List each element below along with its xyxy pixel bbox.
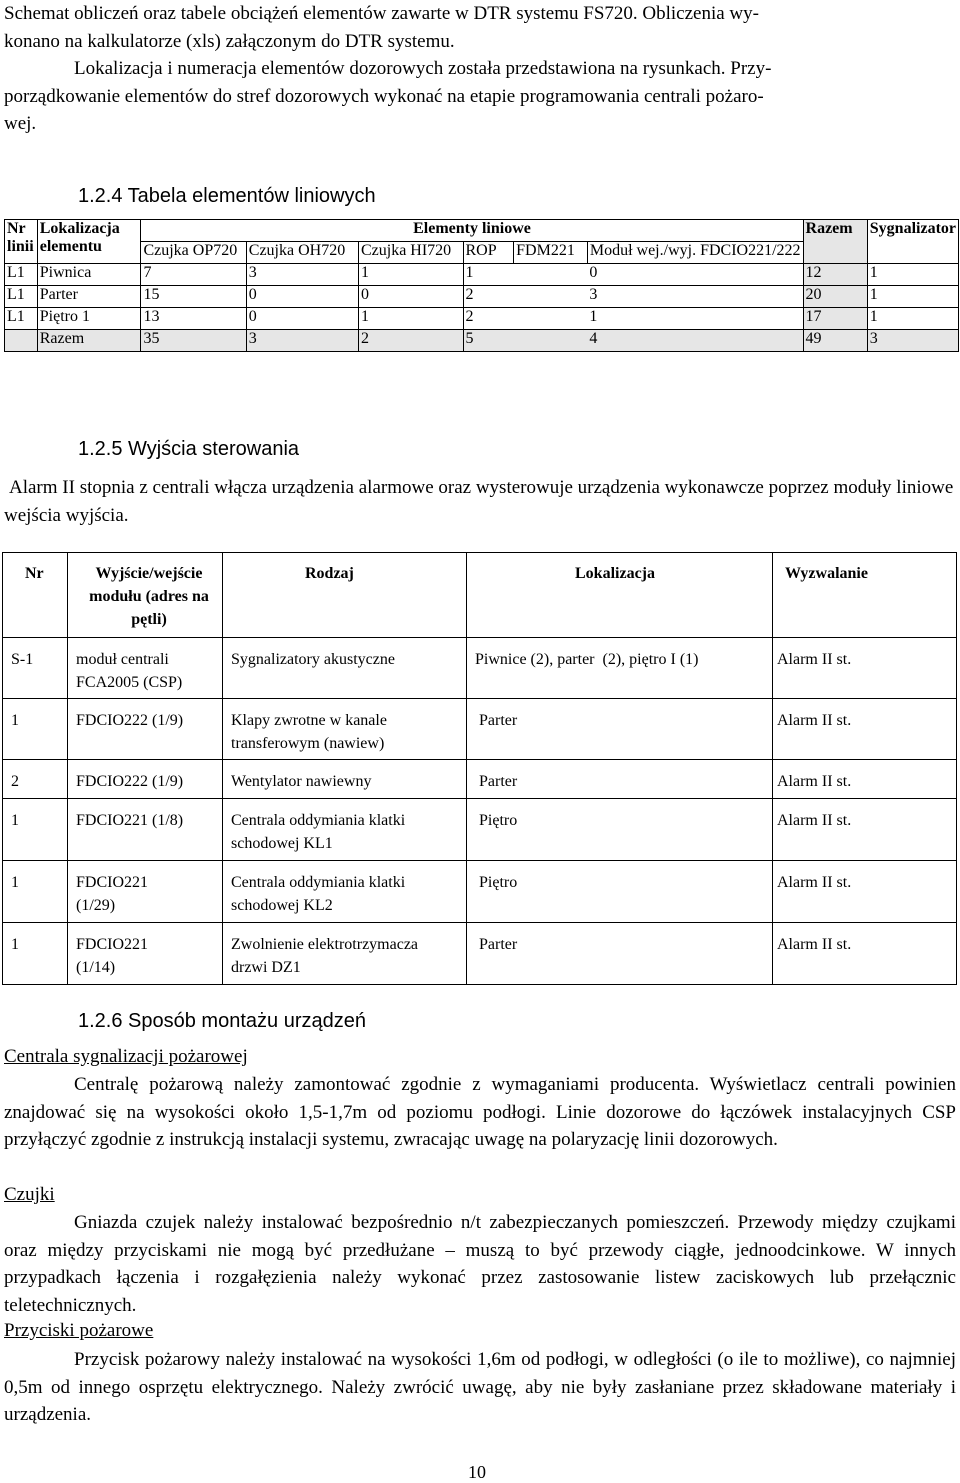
fire-panel-text: Centralę pożarową należy zamontować zgodnie z wymaganiami producenta. Wyświetlacz centrali powinien znajdować się na wysokości około 1,5-1,7m od poziomu podłogi. Linie dozorowe do łączówek instalacyjnych CSP przyłączyć zgodnie z instrukcją instalacji systemu, zwracając uwagę na polaryzację linii dozorowych. bbox=[4, 1074, 956, 1150]
table-row: 1 FDCIO221 (1/14) Zwolnienie elektrotrzymacza drzwi DZ1 Parter Alarm II st. bbox=[3, 923, 957, 985]
page-number: 10 bbox=[468, 1462, 486, 1482]
detectors-text: Gniazda czujek należy instalować bezpośrednio n/t zabezpieczanych pomieszczeń. Przewody między czujkami oraz między przyciskami nie mogą być przedłużane – muszą to być przewody ciągłe, jednoodcinkowe. W innych przypadkach łączenia i rozgałęzienia należy wykonać przez zastosowanie listew zaciskowych lub przełącznic teletechnicznych. bbox=[4, 1212, 956, 1316]
header-line-nr: Nr linii bbox=[5, 220, 38, 264]
table-row: S-1 moduł centrali FCA2005 (CSP) Sygnalizatory akustyczne Piwnice (2), parter (2), piętro I (1) Alarm II st. bbox=[3, 638, 957, 699]
section-title-control-outputs: 1.2.5 Wyjścia sterowania bbox=[78, 438, 300, 460]
table-row: 1 FDCIO221 (1/29) Centrala oddymiania klatki schodowej KL2 Piętro Alarm II st. bbox=[3, 861, 957, 923]
subheader-op720: Czujka OP720 bbox=[141, 242, 246, 264]
header-output: Wyjście/wejście modułu (adres na pętli) bbox=[68, 553, 223, 638]
heading-call-points: Przyciski pożarowe bbox=[4, 1320, 154, 1341]
control-outputs-table bbox=[2, 552, 957, 985]
heading-fire-panel: Centrala sygnalizacji pożarowej bbox=[4, 1046, 248, 1067]
intro-line-5: wej. bbox=[4, 113, 37, 134]
header-trigger: Wyzwalanie bbox=[773, 553, 957, 638]
heading-detectors: Czujki bbox=[4, 1184, 55, 1205]
header-location: Lokalizacja elementu bbox=[37, 220, 141, 264]
intro-line-3: Lokalizacja i numeracja elementów dozorowych została przedstawiona na rysunkach. Przy- bbox=[74, 58, 772, 79]
subheader-module: Moduł wej./wyj. FDCIO221/222 bbox=[587, 242, 803, 264]
section-title-mounting: 1.2.6 Sposób montażu urządzeń bbox=[78, 1010, 366, 1032]
call-points-text: Przycisk pożarowy należy instalować na wysokości 1,6m od podłogi, w odległości (o ile to możliwe), co najmniej 0,5m od innego osprzętu elektrycznego. Należy zwrócić uwagę, aby nie były zasłaniane przez składowane materiały i urządzenia. bbox=[4, 1349, 956, 1425]
subheader-hi720: Czujka HI720 bbox=[358, 242, 463, 264]
table-row: 1 FDCIO221 (1/8) Centrala oddymiania klatki schodowej KL1 Piętro Alarm II st. bbox=[3, 799, 957, 861]
line-elements-table bbox=[4, 219, 959, 352]
header-line-elements: Elementy liniowe bbox=[141, 220, 803, 242]
subheader-rop: ROP bbox=[463, 242, 514, 264]
header-total: Razem bbox=[803, 220, 867, 242]
subheader-fdm221: FDM221 bbox=[514, 242, 588, 264]
intro-paragraph bbox=[4, 0, 956, 138]
section-title-line-elements: 1.2.4 Tabela elementów liniowych bbox=[78, 185, 376, 207]
table-row: 2 FDCIO222 (1/9) Wentylator nawiewny Parter Alarm II st. bbox=[3, 760, 957, 799]
subheader-oh720: Czujka OH720 bbox=[246, 242, 358, 264]
table-row: L1 Parter 15 0 0 2 3 20 1 bbox=[5, 286, 959, 308]
header-location: Lokalizacja bbox=[467, 553, 773, 638]
intro-line-4: porządkowanie elementów do stref dozorowych wykonać na etapie programowania centrali pożaro- bbox=[4, 85, 764, 107]
control-outputs-text: Alarm II stopnia z centrali włącza urządzenia alarmowe oraz wysterowuje urządzenia wykonawcze poprzez moduły liniowe wejścia wyjścia. bbox=[4, 477, 954, 526]
intro-line-2: konano na kalkulatorze (xls) załączonym do DTR systemu. bbox=[4, 30, 455, 52]
intro-line-1: Schemat obliczeń oraz tabele obciążeń elementów zawarte w DTR systemu FS720. Obliczenia wy- bbox=[4, 3, 759, 24]
header-signaller: Sygnalizator bbox=[867, 220, 958, 242]
table-row: L1 Piwnica 7 3 1 1 0 12 1 bbox=[5, 264, 959, 286]
table-row: L1 Piętro 1 13 0 1 2 1 17 1 bbox=[5, 308, 959, 330]
header-type: Rodzaj bbox=[223, 553, 467, 638]
table-row: 1 FDCIO222 (1/9) Klapy zwrotne w kanale transferowym (nawiew) Parter Alarm II st. bbox=[3, 699, 957, 760]
table-total-row: Razem 35 3 2 5 4 49 3 bbox=[5, 330, 959, 352]
header-nr: Nr bbox=[3, 553, 68, 638]
